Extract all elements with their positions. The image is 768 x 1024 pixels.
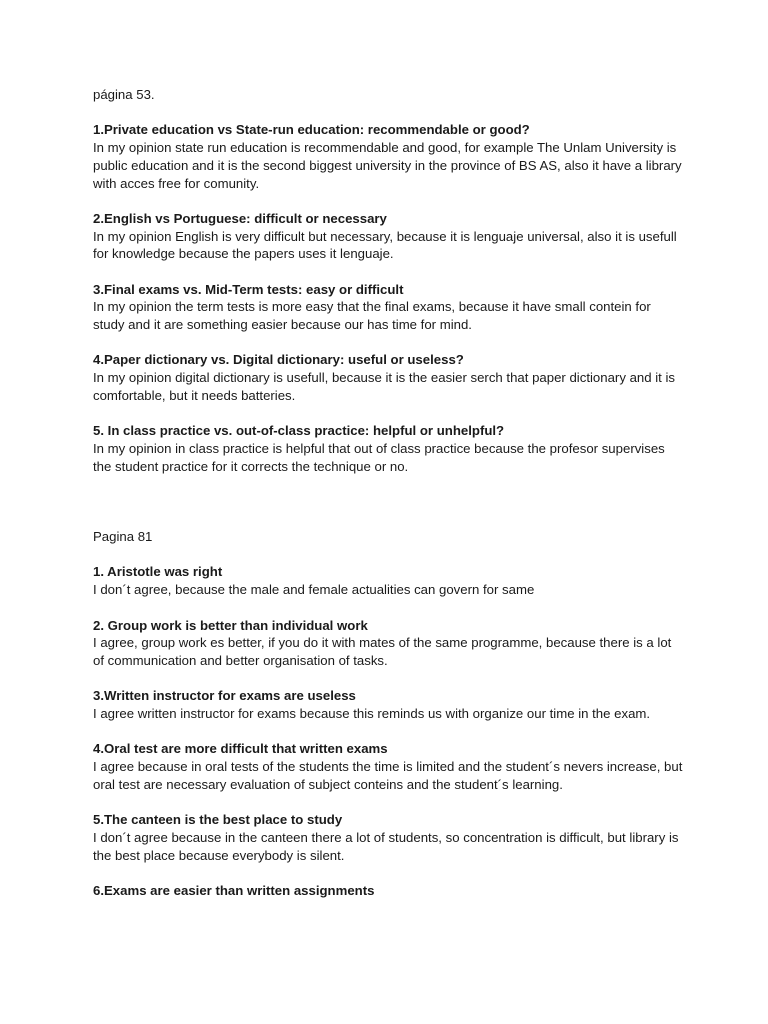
statement-title: 2. Group work is better than individual work bbox=[93, 617, 368, 633]
question-item bbox=[93, 121, 683, 192]
answer-text: In my opinion English is very difficult but necessary, because it is lenguaje universal, also it is usefull for knowledge because the papers uses it lenguaje. bbox=[93, 228, 677, 262]
question-title: 4.Paper dictionary vs. Digital dictionary: useful or useless? bbox=[93, 352, 464, 368]
statement-item bbox=[93, 740, 683, 793]
statement-item bbox=[93, 687, 683, 722]
statement-title: 4.Oral test are more difficult that written exams bbox=[93, 741, 388, 757]
statement-title: 1. Aristotle was right bbox=[93, 564, 223, 580]
answer-text: I agree written instructor for exams because this reminds us with organize our time in the exam. bbox=[93, 706, 651, 722]
question-item bbox=[93, 422, 683, 475]
question-item bbox=[93, 281, 683, 334]
page-reference-53: página 53. bbox=[93, 87, 155, 102]
statement-title: 6.Exams are easier than written assignments bbox=[93, 883, 375, 899]
answer-text: I don´t agree because in the canteen there a lot of students, so concentration is difficult, but library is the best place because everybody is silent. bbox=[93, 829, 679, 863]
question-title: 2.English vs Portuguese: difficult or necessary bbox=[93, 210, 387, 226]
statement-item bbox=[93, 882, 683, 900]
question-item bbox=[93, 351, 683, 404]
answer-text: In my opinion digital dictionary is usefull, because it is the easier serch that paper dictionary and it is comfortable, but it needs batteries. bbox=[93, 370, 676, 403]
answer-text: I agree because in oral tests of the students the time is limited and the student´s nevers increase, but oral test are necessary evaluation of subject conteins and the student´s learning. bbox=[93, 759, 683, 792]
statement-item bbox=[93, 811, 683, 864]
answer-text: In my opinion in class practice is helpful that out of class practice because the profesor supervises the student practice for it corrects the technique or no. bbox=[93, 440, 665, 474]
statement-title: 5.The canteen is the best place to study bbox=[93, 812, 343, 828]
statement-title: 3.Written instructor for exams are useless bbox=[93, 688, 356, 704]
page-reference-81: Pagina 81 bbox=[93, 529, 153, 545]
question-item bbox=[93, 210, 683, 263]
answer-text: In my opinion state run education is recommendable and good, for example The Unlam University is public education and it is the second biggest university in the province of BS AS, also it have a library with acces free for comunity. bbox=[93, 140, 682, 191]
statement-item bbox=[93, 563, 683, 598]
question-title: 3.Final exams vs. Mid-Term tests: easy or difficult bbox=[93, 281, 404, 297]
question-title: 5. In class practice vs. out-of-class practice: helpful or unhelpful? bbox=[93, 423, 505, 439]
question-title: 1.Private education vs State-run education: recommendable or good? bbox=[93, 122, 530, 138]
answer-text: I agree, group work es better, if you do it with mates of the same programme, because there is a lot of communication and better organisation of tasks. bbox=[93, 635, 672, 668]
answer-text: I don´t agree, because the male and female actualities can govern for same bbox=[93, 582, 535, 598]
answer-text: In my opinion the term tests is more easy that the final exams, because it have small contein for study and it are something easier because our has time for mind. bbox=[93, 299, 651, 333]
section-spacer bbox=[93, 493, 683, 528]
statement-item bbox=[93, 617, 683, 670]
document-page bbox=[93, 86, 683, 917]
